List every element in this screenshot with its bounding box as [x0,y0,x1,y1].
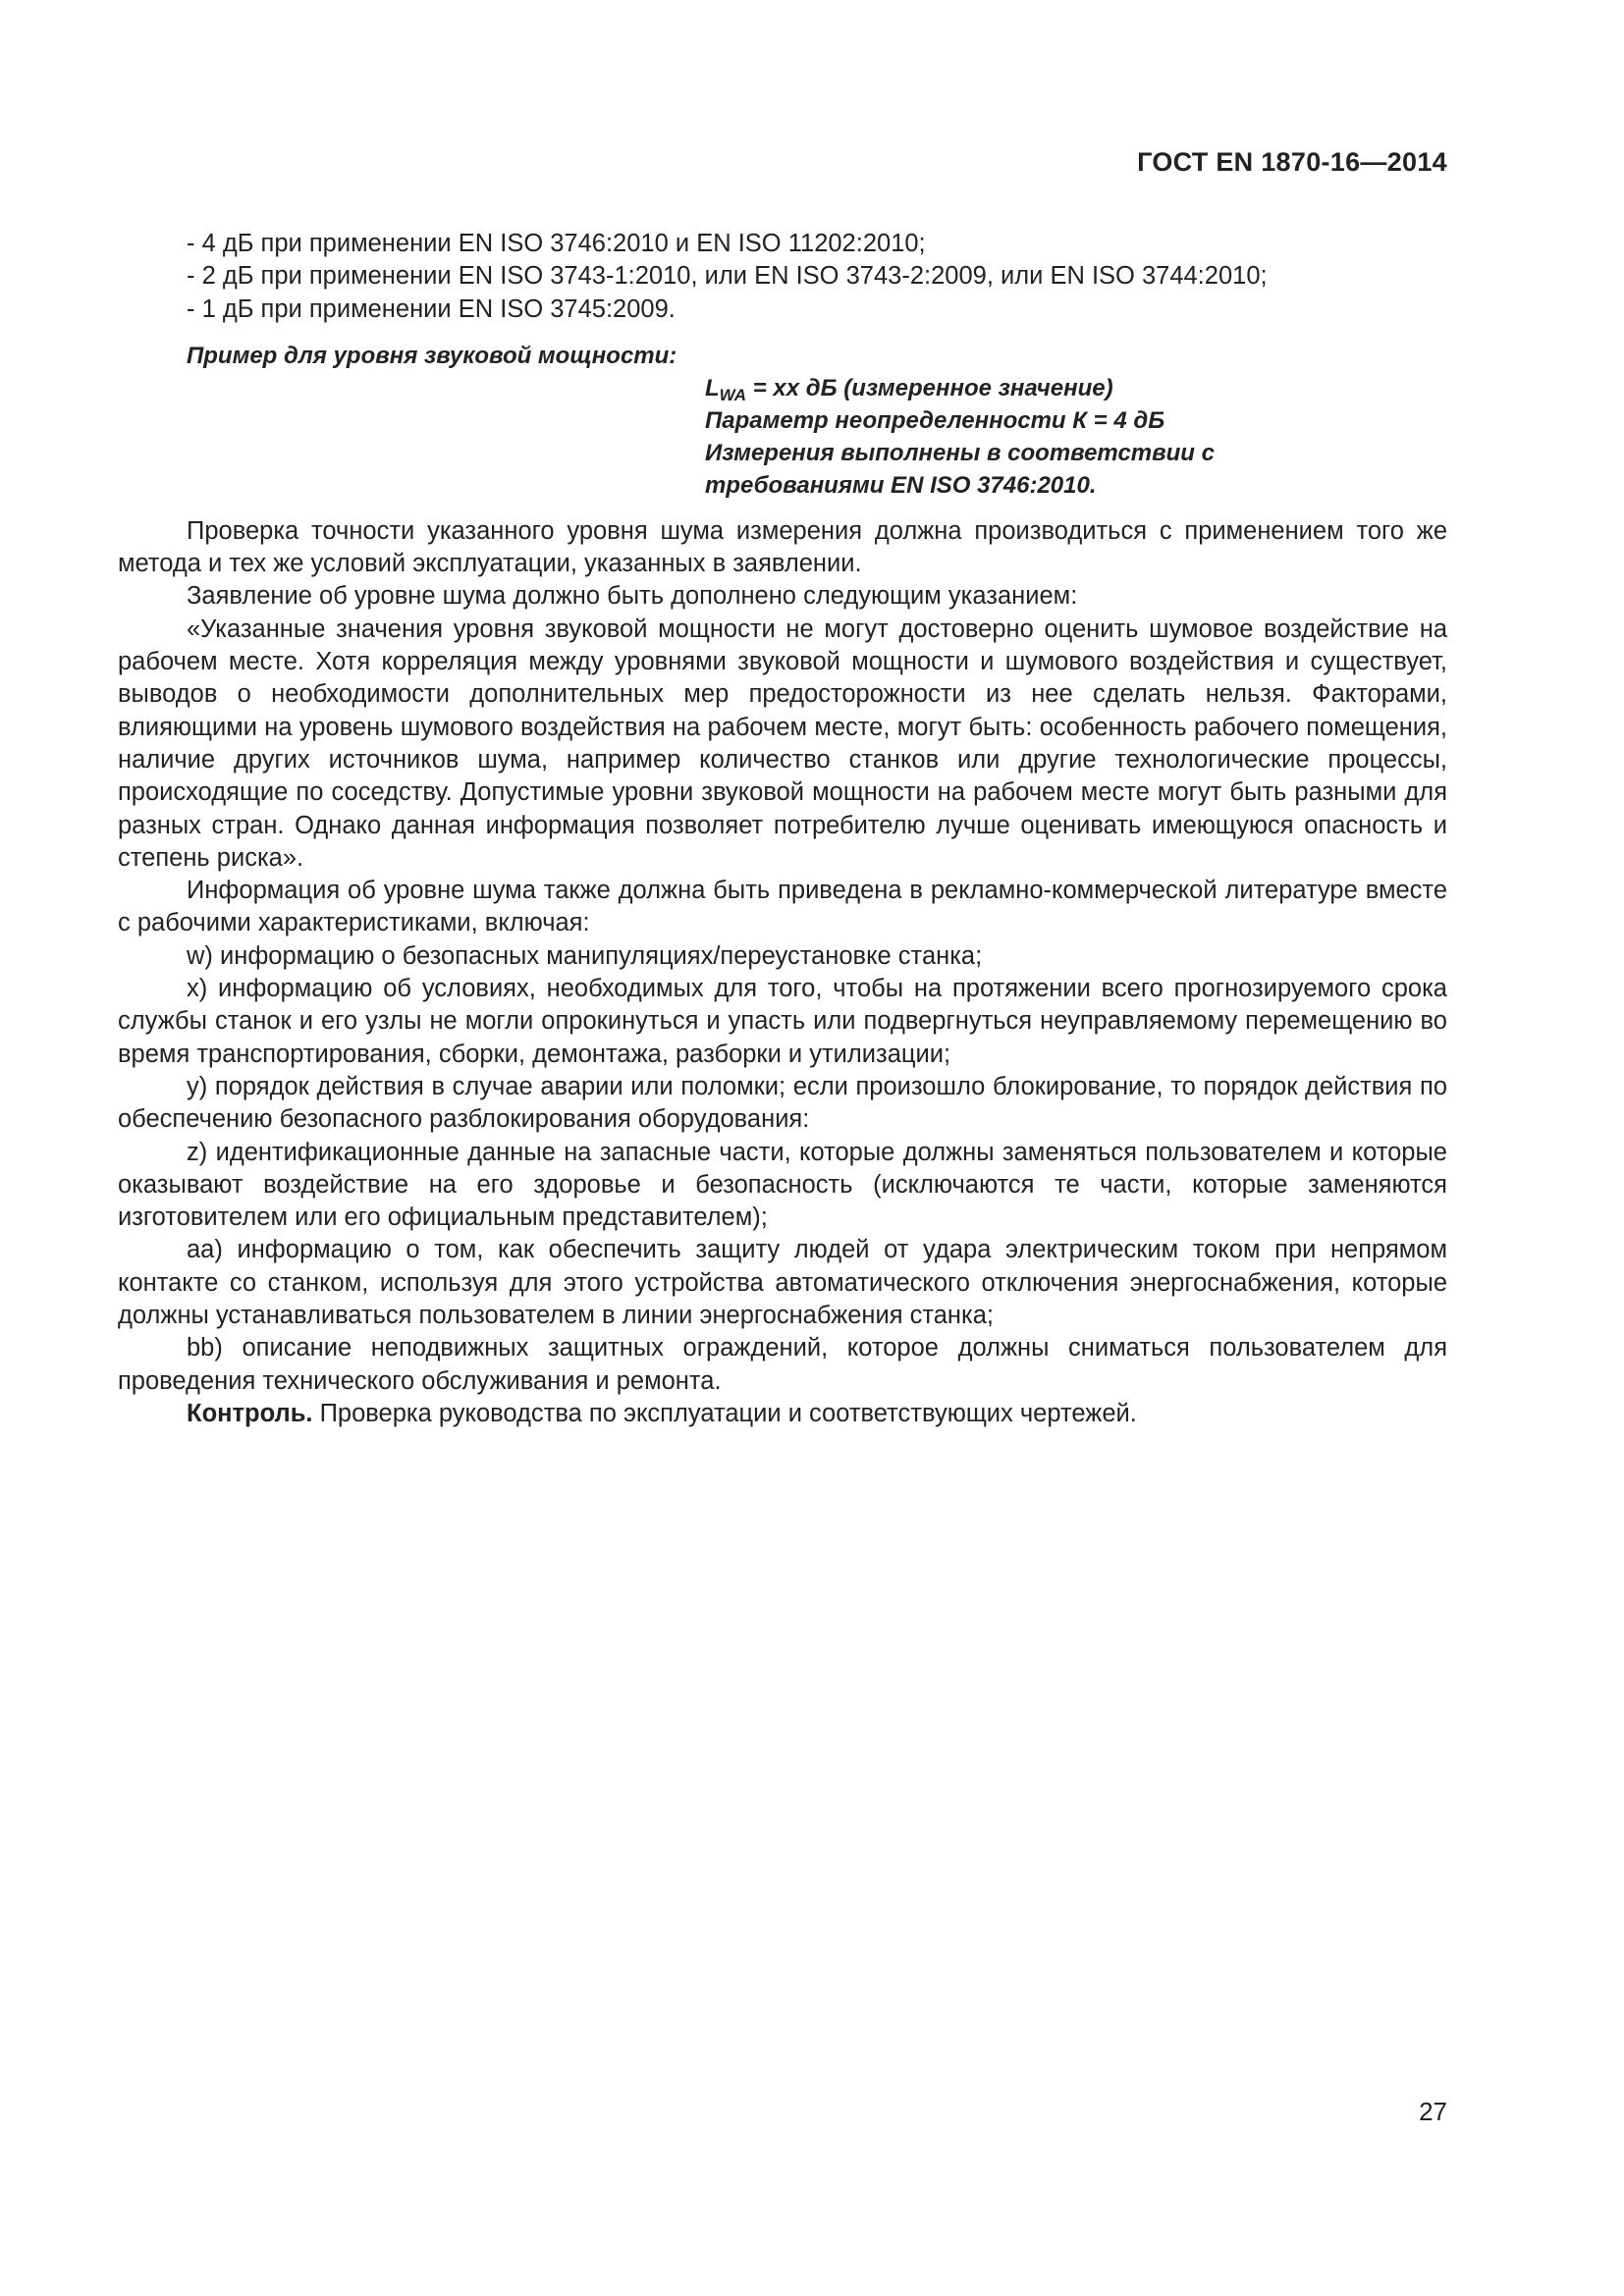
paragraph: Информация об уровне шума также должна быть приведена в рекламно-коммерческой литературе вместе с рабочими характеристиками, включая: [118,877,1447,937]
lwa-subscript: WA [719,385,747,404]
list-item: - 4 дБ при применении EN ISO 3746:2010 и EN ISO 11202:2010; [187,230,926,257]
paragraph: «Указанные значения уровня звуковой мощности не могут достоверно оценить шумовое воздействие на рабочем месте. Хотя корреляция между уровнями звуковой мощности и шумового воздействия и существует, выводов о необходимости дополнительных мер предосторожности из нее сделать нельзя. Факторами, влияющими на уровень шумового воздействия на рабочем месте, могут быть: особенность рабочего помещения, наличие других источников шума, например количество станков или другие технологические процессы, происходящие по соседству. Допустимые уровни звуковой мощности на рабочем месте могут быть разными для разных стран. Однако данная информация позволяет потребителю лучше оценивать имеющуюся опасность и степень риска». [118,614,1447,872]
control-label: Контроль. [187,1399,313,1427]
control-text: Проверка руководства по эксплуатации и соответствующих чертежей. [312,1399,1137,1427]
example-line-1-text: = хх дБ (измеренное значение) [746,374,1113,401]
list-item: - 2 дБ при применении EN ISO 3743-1:2010, или EN ISO 3743-2:2009, или EN ISO 3744:2010; [187,262,1268,291]
example-line-1 [705,372,1447,404]
paragraph: z) идентификационные данные на запасные части, которые должны заменяться пользователем и которые оказывают воздействие на его здоровье и безопасность (исключаются те части, которые заменяются изготовителем или его официальным представителем); [118,1138,1447,1232]
control-paragraph [118,1398,1447,1430]
page-number: 27 [1419,2097,1447,2126]
paragraph: Заявление об уровне шума должно быть дополнено следующим указанием: [187,582,1078,611]
example-line-2: Параметр неопределенности К = 4 дБ [705,406,1165,434]
example-line-4: требованиями EN ISO 3746:2010. [705,471,1097,499]
standard-header: ГОСТ EN 1870-16—2014 [1137,147,1447,177]
paragraph: bb) описание неподвижных защитных ограждений, которое должны сниматься пользователем для проведения технического обслуживания и ремонта. [118,1334,1447,1395]
example-title: Пример для уровня звуковой мощности: [187,342,677,369]
paragraph: aa) информацию о том, как обеспечить защиту людей от удара электрическим током при непрямом контакте со станком, используя для этого устройства автоматического отключения энергоснабжения, которые должны устанавливаться пользователем в линии энергоснабжения станка; [118,1236,1447,1330]
paragraph: Проверка точности указанного уровня шума измерения должна производиться с применением того же метода и тех же условий эксплуатации, указанных в заявлении. [118,516,1447,578]
paragraph: x) информацию об условиях, необходимых для того, чтобы на протяжении всего прогнозируемого срока службы станок и его узлы не могли опрокинуться и упасть или подвергнуться неуправляемому перемещению во время транспортирования, сборки, демонтажа, разборки и утилизации; [118,975,1447,1068]
paragraph: w) информацию о безопасных манипуляциях/переустановке станка; [187,941,983,970]
example-line-3: Измерения выполнены в соответствии с [705,439,1215,466]
lwa-symbol: L [705,374,720,401]
example-block [705,372,1447,502]
paragraph: y) порядок действия в случае аварии или поломки; если произошло блокирование, то порядок действия по обеспечению безопасного разблокирования оборудования: [118,1072,1447,1134]
uncertainty-list [118,228,1447,326]
list-item: - 1 дБ при применении EN ISO 3745:2009. [187,294,676,323]
body-text [118,228,1447,1430]
